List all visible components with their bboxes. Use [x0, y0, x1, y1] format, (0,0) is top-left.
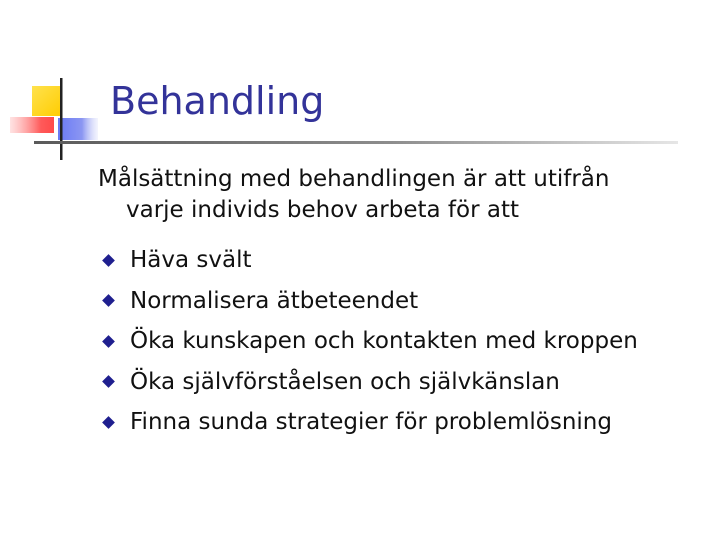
- bullet-text: Öka självförståelsen och självkänslan: [130, 368, 560, 395]
- diamond-bullet-icon: [102, 416, 115, 429]
- bullet-text: Normalisera ätbeteendet: [130, 287, 419, 314]
- intro-line-1: Målsättning med behandlingen är att utifrån: [98, 166, 610, 192]
- bullet-item: [100, 321, 638, 362]
- bullet-text: Finna sunda strategier för problemlösning: [130, 409, 612, 436]
- diamond-bullet-icon: [102, 375, 115, 388]
- diamond-bullet-icon: [102, 294, 115, 307]
- intro-paragraph: [98, 164, 698, 226]
- bullet-item: [100, 281, 638, 322]
- bullet-item: [100, 402, 638, 443]
- diamond-bullet-icon: [102, 254, 115, 267]
- bullet-text: Öka kunskapen och kontakten med kroppen: [130, 328, 638, 355]
- slide-logo-icon: [0, 0, 110, 170]
- title-divider: [34, 141, 678, 144]
- bullet-list: [100, 240, 638, 443]
- intro-line-2: varje individs behov arbeta för att: [126, 197, 519, 223]
- diamond-bullet-icon: [102, 335, 115, 348]
- bullet-item: [100, 240, 638, 281]
- bullet-text: Häva svält: [130, 247, 252, 274]
- slide-title: Behandling: [110, 79, 325, 123]
- bullet-item: [100, 362, 638, 403]
